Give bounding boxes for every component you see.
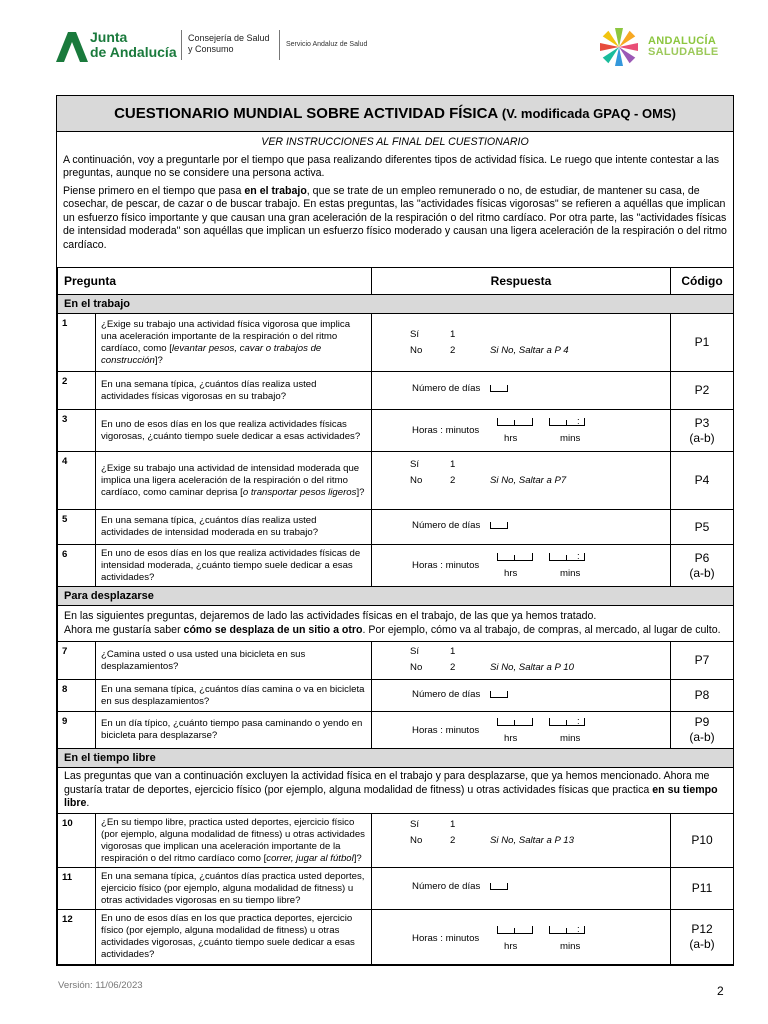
minutes-input-box[interactable] <box>549 553 585 561</box>
intro-paragraph: Piense primero en el tiempo que pasa en el trabajo, que se trate de un empleo remunerado o no, de estudiar, de mantener su casa, de cosechar, de pescar, de cazar o de buscar trabajo. En estas preguntas, las "actividades físicas vigorosas" se refieren a aquéllas que implican un esfuerzo físico importante y que causan una gran aceleración de la respiración o del ritmo cardíaco. Por otra parte, las "actividades físicas de intensidad moderada" son aquéllas que implican un esfuerzo físico moderado y causan una ligera aceleración de la respiración o del ritmo cardíaco. <box>63 184 727 251</box>
time-answer[interactable]: Horas : minutos : hrs mins <box>372 410 671 452</box>
intro-paragraph: A continuación, voy a preguntarle por el tiempo que pasa realizando diferentes tipos de actividad física. Le ruego que intente contestar a las preguntas, aunque no se considere una persona activa. <box>63 153 720 179</box>
question-text: ¿En su tiempo libre, practica usted deportes, ejercicio físico (por ejemplo, alguna modalidad de fitness) u otras actividades vigorosas que implican una aceleración importante de la respiración o del ritmo cardíaco como [correr, jugar al fútbol]? <box>96 814 372 868</box>
table-row: 7 ¿Camina usted o usa usted una bicicleta en sus desplazamientos? Sí 1 No 2 Si No, Saltar a P 10 P7 <box>58 642 734 680</box>
code-cell: P9 (a-b) <box>671 712 734 749</box>
junta-andalucia-wordmark: Junta de Andalucía <box>90 29 177 60</box>
header-divider <box>279 30 280 60</box>
time-answer[interactable]: Horas : minutos : hrs mins <box>372 545 671 587</box>
table-row: 11 En una semana típica, ¿cuántos días practica usted deportes, ejercicio físico (por ejemplo, alguna modalidad de fitness) u otras actividades vigorosas en su tiempo libre? Número de días P11 <box>58 868 734 910</box>
code-cell: P7 <box>671 642 734 680</box>
days-input-box[interactable] <box>490 883 508 890</box>
days-answer[interactable]: Número de días <box>372 680 671 712</box>
table-row: 12 En uno de esos días en los que practica deportes, ejercicio físico (por ejemplo, alguna modalidad de fitness) u otras actividades vigorosas, ¿cuánto tiempo suele dedicar a esas actividades? Horas : minutos : hrs mins P12 (a-b) <box>58 910 734 965</box>
questions-table <box>57 267 734 965</box>
question-text: En uno de esos días en los que realiza actividades físicas de intensidad moderada, ¿cuánto tiempo suele dedicar a esas actividades? <box>96 545 372 587</box>
header-code: Código <box>671 268 734 295</box>
section-trabajo: En el trabajo <box>58 295 734 314</box>
yes-no-answer[interactable]: Sí 1 No 2 Si No, Saltar a P 4 <box>372 314 671 372</box>
section-libre: En el tiempo libre <box>58 749 734 768</box>
instructions-note: VER INSTRUCCIONES AL FINAL DEL CUESTIONARIO <box>261 136 529 148</box>
hours-input-box[interactable] <box>497 418 533 426</box>
section-info: En las siguientes preguntas, dejaremos de lado las actividades físicas en el trabajo, de las que ya hemos tratado. Ahora me gustaría saber cómo se desplaza de un sitio a otro. Por ejemplo, cómo va al trabajo, de compras, al mercado, al lugar de culto. <box>58 606 734 642</box>
code-cell: P5 <box>671 510 734 545</box>
andalucia-saludable-logo-icon <box>598 26 640 68</box>
page-title: CUESTIONARIO MUNDIAL SOBRE ACTIVIDAD FÍSICA (V. modificada GPAQ - OMS) <box>57 96 733 132</box>
table-row: 8 En una semana típica, ¿cuántos días camina o va en bicicleta en sus desplazamientos? Número de días P8 <box>58 680 734 712</box>
table-row: 4 ¿Exige su trabajo una actividad de intensidad moderada que implica una ligera aceleración de la respiración o del ritmo cardíaco, como caminar deprisa [o transportar pesos ligeros]? Sí 1 No 2 Si No, Saltar a P7 P4 <box>58 452 734 510</box>
andalucia-saludable-wordmark: ANDALUCÍA SALUDABLE <box>648 35 719 58</box>
code-cell: P3 (a-b) <box>671 410 734 452</box>
table-row: 9 En un día típico, ¿cuánto tiempo pasa caminando o yendo en bicicleta para desplazarse? Horas : minutos : hrs mins P9 (a-b) <box>58 712 734 749</box>
section-info: Las preguntas que van a continuación excluyen la actividad física en el trabajo y para desplazarse, que ya hemos mencionado. Ahora me gustaría tratar de deportes, ejercicio físico (por ejemplo, alguna modalidad de fitness) u otras actividades físicas que practica en su tiempo libre. <box>58 768 734 814</box>
hours-input-box[interactable] <box>497 718 533 726</box>
intro-text <box>63 136 727 256</box>
yes-no-answer[interactable]: Sí 1 No 2 Si No, Saltar a P7 <box>372 452 671 510</box>
section-desplazarse: Para desplazarse <box>58 587 734 606</box>
code-cell: P10 <box>671 814 734 868</box>
code-cell: P8 <box>671 680 734 712</box>
question-text: En una semana típica, ¿cuántos días camina o va en bicicleta en sus desplazamientos? <box>96 680 372 712</box>
minutes-input-box[interactable] <box>549 718 585 726</box>
days-input-box[interactable] <box>490 385 508 392</box>
days-answer[interactable]: Número de días <box>372 868 671 910</box>
days-answer[interactable]: Número de días <box>372 372 671 410</box>
days-input-box[interactable] <box>490 691 508 698</box>
days-answer[interactable]: Número de días <box>372 510 671 545</box>
table-row: 10 ¿En su tiempo libre, practica usted deportes, ejercicio físico (por ejemplo, alguna modalidad de fitness) u otras actividades vigorosas que implican una aceleración importante de la respiración o del ritmo cardíaco como [correr, jugar al fútbol]? Sí 1 No 2 Si No, Saltar a P 13 P10 <box>58 814 734 868</box>
table-row: 6 En uno de esos días en los que realiza actividades físicas de intensidad moderada, ¿cuánto tiempo suele dedicar a esas actividades? Horas : minutos : hrs mins P6 (a-b) <box>58 545 734 587</box>
code-cell: P12 (a-b) <box>671 910 734 965</box>
code-cell: P4 <box>671 452 734 510</box>
table-row: 2 En una semana típica, ¿cuántos días realiza usted actividades físicas vigorosas en su trabajo? Número de días P2 <box>58 372 734 410</box>
time-answer[interactable]: Horas : minutos : hrs mins <box>372 712 671 749</box>
junta-andalucia-logo-icon <box>56 30 88 62</box>
minutes-input-box[interactable] <box>549 926 585 934</box>
table-row: 1 ¿Exige su trabajo una actividad física vigorosa que implica una aceleración importante de la respiración o del ritmo cardíaco, como [levantar pesos, cavar o trabajos de construcción]? Sí 1 No 2 Si No, Saltar a P 4 P1 <box>58 314 734 372</box>
yes-no-answer[interactable]: Sí 1 No 2 Si No, Saltar a P 10 <box>372 642 671 680</box>
consejeria-label: Consejería de Salud y Consumo <box>188 33 270 54</box>
page-header <box>0 0 768 90</box>
hours-input-box[interactable] <box>497 926 533 934</box>
code-cell: P11 <box>671 868 734 910</box>
header-question: Pregunta <box>58 268 372 295</box>
header-answer: Respuesta <box>372 268 671 295</box>
question-text: En uno de esos días en los que practica deportes, ejercicio físico (por ejemplo, alguna modalidad de fitness) u otras actividades vigorosas, ¿cuánto tiempo suele dedicar a esas actividades? <box>96 910 372 965</box>
question-text: ¿Exige su trabajo una actividad de intensidad moderada que implica una ligera aceleración de la respiración o del ritmo cardíaco, como caminar deprisa [o transportar pesos ligeros]? <box>96 452 372 510</box>
footer-version: Versión: 11/06/2023 <box>58 980 143 991</box>
code-cell: P1 <box>671 314 734 372</box>
question-text: ¿Camina usted o usa usted una bicicleta en sus desplazamientos? <box>96 642 372 680</box>
question-text: En una semana típica, ¿cuántos días practica usted deportes, ejercicio físico (por ejemplo, alguna modalidad de fitness) u otras actividades vigorosas en su tiempo libre? <box>96 868 372 910</box>
hours-input-box[interactable] <box>497 553 533 561</box>
page-number: 2 <box>717 984 724 998</box>
servicio-label: Servicio Andaluz de Salud <box>286 41 368 48</box>
code-cell: P6 (a-b) <box>671 545 734 587</box>
question-text: En un día típico, ¿cuánto tiempo pasa caminando o yendo en bicicleta para desplazarse? <box>96 712 372 749</box>
code-cell: P2 <box>671 372 734 410</box>
question-text: En una semana típica, ¿cuántos días realiza usted actividades físicas vigorosas en su trabajo? <box>96 372 372 410</box>
table-row: 5 En una semana típica, ¿cuántos días realiza usted actividades de intensidad moderada en su trabajo? Número de días P5 <box>58 510 734 545</box>
header-divider <box>181 30 182 60</box>
time-answer[interactable]: Horas : minutos : hrs mins <box>372 910 671 965</box>
yes-no-answer[interactable]: Sí 1 No 2 Si No, Saltar a P 13 <box>372 814 671 868</box>
question-text: En una semana típica, ¿cuántos días realiza usted actividades de intensidad moderada en su trabajo? <box>96 510 372 545</box>
question-text: En uno de esos días en los que realiza actividades físicas vigorosas, ¿cuánto tiempo suele dedicar a esas actividades? <box>96 410 372 452</box>
table-row: 3 En uno de esos días en los que realiza actividades físicas vigorosas, ¿cuánto tiempo suele dedicar a esas actividades? Horas : minutos : hrs mins P3 (a-b) <box>58 410 734 452</box>
minutes-input-box[interactable] <box>549 418 585 426</box>
days-input-box[interactable] <box>490 522 508 529</box>
question-text: ¿Exige su trabajo una actividad física vigorosa que implica una aceleración importante de la respiración o del ritmo cardíaco, como [levantar pesos, cavar o trabajos de construcción]? <box>96 314 372 372</box>
questionnaire-box <box>56 95 734 966</box>
